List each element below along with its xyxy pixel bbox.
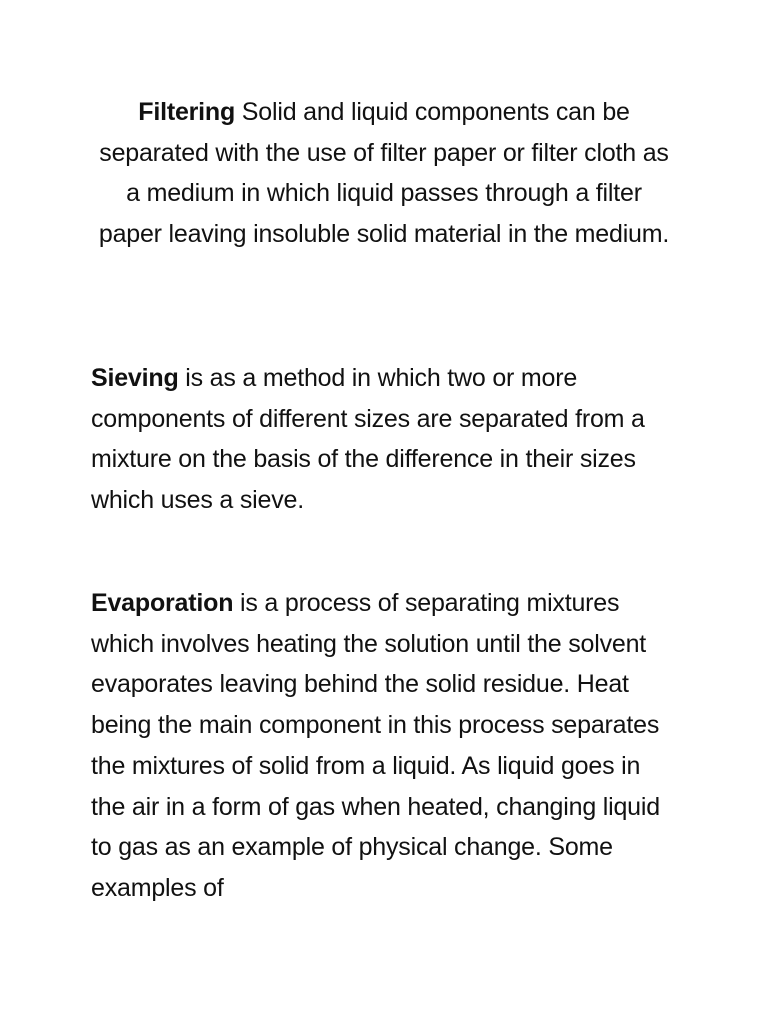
- term-evaporation: Evaporation: [91, 589, 234, 617]
- term-filtering: Filtering: [138, 98, 236, 126]
- paragraph-sieving: [91, 358, 681, 521]
- term-sieving: Sieving: [91, 364, 179, 392]
- paragraph-evaporation-text: is a process of separating mixtures which involves heating the solution until the solvent evaporates leaving behind the solid residue. Heat being the main component in this process separates the mixtures of solid from a liquid. As liquid goes in the air in a form of gas when heated, changing liquid to gas as an example of physical change. Some examples of: [91, 589, 660, 902]
- paragraph-filtering: [98, 92, 670, 255]
- paragraph-sieving-text: is as a method in which two or more components of different sizes are separated from a mixture on the basis of the difference in their sizes which uses a sieve.: [91, 364, 645, 515]
- paragraph-filtering-text: Solid and liquid components can be separated with the use of filter paper or filter cloth as a medium in which liquid passes through a filter paper leaving insoluble solid material in the medium.: [98, 98, 670, 249]
- paragraph-evaporation: [91, 583, 681, 909]
